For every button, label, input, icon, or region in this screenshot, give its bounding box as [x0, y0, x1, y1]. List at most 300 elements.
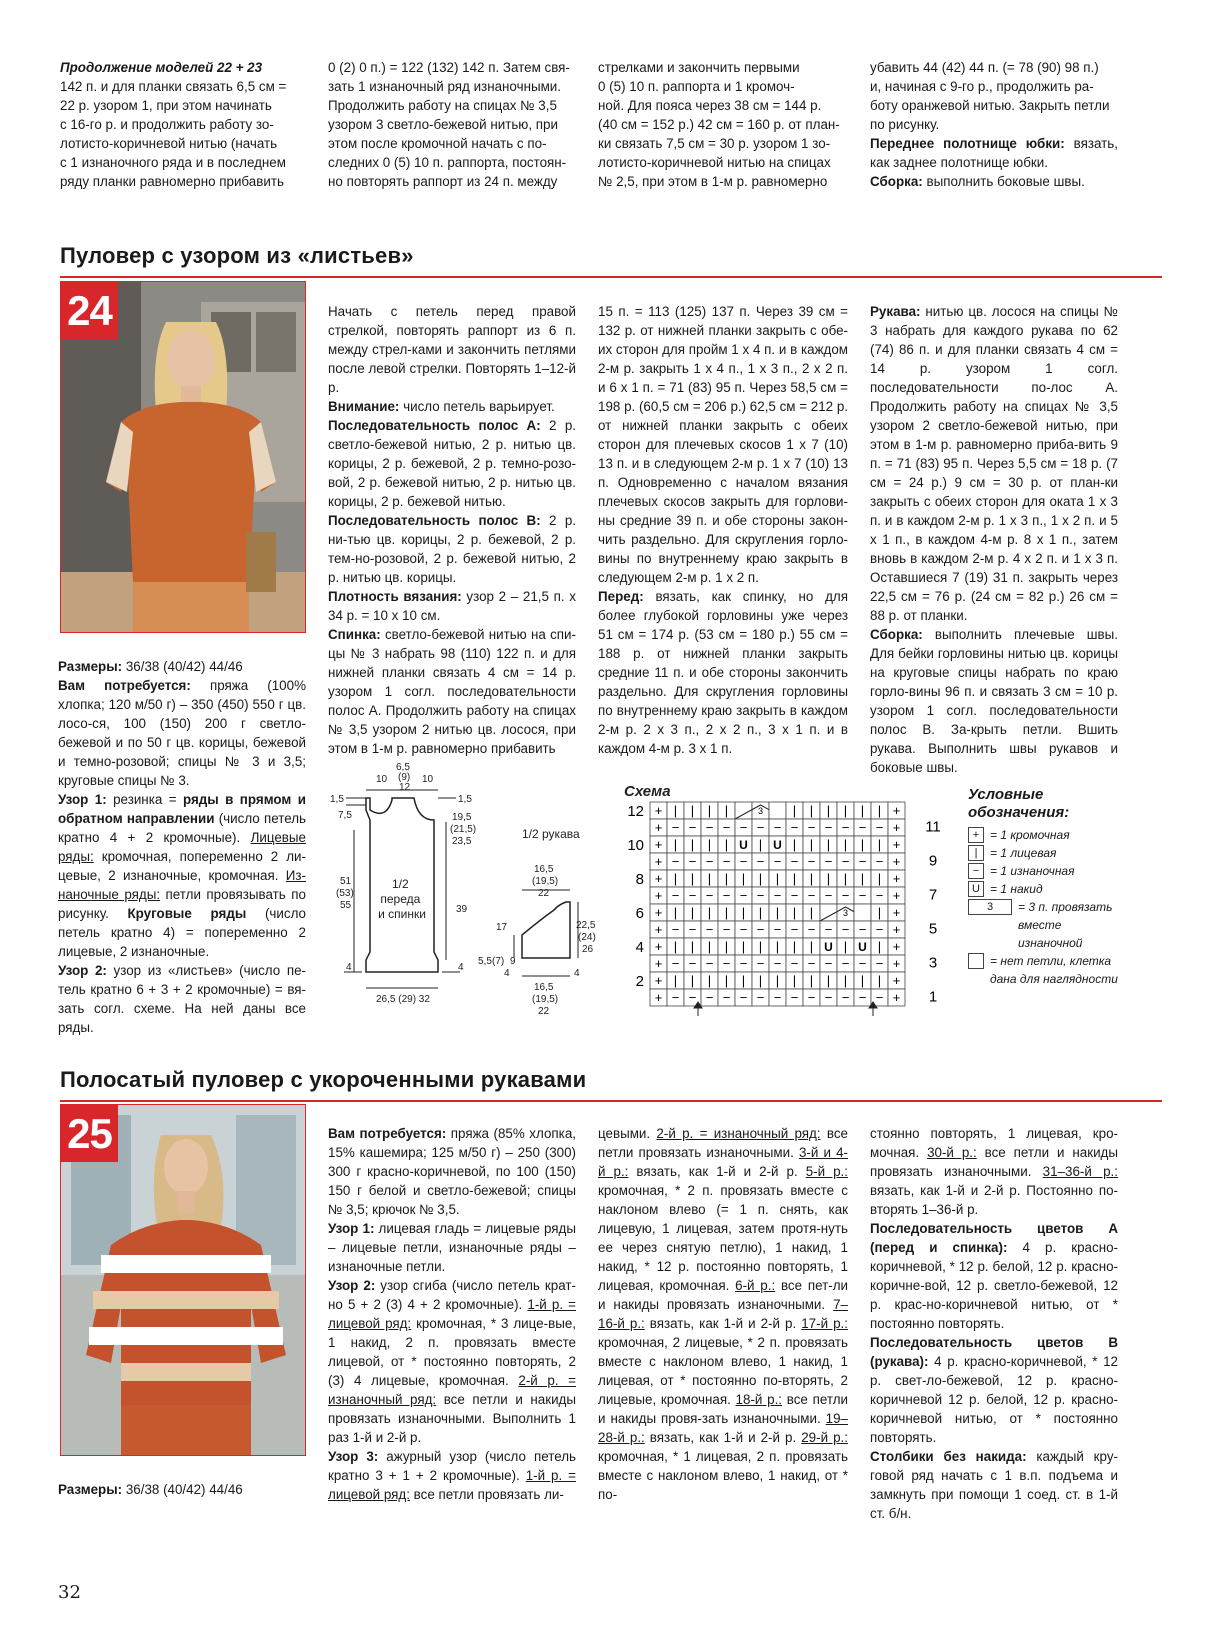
row-number-right: 3 — [928, 954, 938, 972]
knit-stitch-icon: | — [775, 871, 780, 886]
purl-stitch-icon: − — [790, 956, 799, 971]
purl-stitch-icon: − — [841, 888, 850, 903]
continuation-col-2-line: следних 0 (5) 10 п. раппорта, постоян- — [328, 155, 567, 170]
stripes-b-label: Последовательность полос В: — [328, 513, 541, 528]
model-24-rule — [60, 276, 1162, 278]
knit-stitch-icon: | — [826, 973, 831, 988]
legend-text: = 1 изнаночная — [990, 864, 1075, 878]
front-skirt-label: Переднее полотнище юбки: — [870, 136, 1065, 151]
colors-b-label: Последовательность цветов В (рукава): — [870, 1335, 1118, 1369]
knit-stitch-icon: | — [877, 939, 882, 954]
dim-s-195b: (19,5) — [532, 994, 559, 1005]
knitting-scheme — [618, 778, 948, 1018]
purl-stitch-icon: − — [688, 922, 697, 937]
yarn-over-icon: U — [773, 838, 782, 852]
dim-39: 39 — [456, 904, 468, 915]
purl-stitch-icon: − — [722, 854, 731, 869]
purl-stitch-icon: − — [705, 888, 714, 903]
pattern-1-label: Узор 1: — [58, 792, 107, 807]
legend-text: = 3 п. провязать вместе изнаночной — [1018, 900, 1113, 950]
knit-stitch-icon: | — [724, 973, 729, 988]
dim-s-165a: 16,5 — [534, 864, 554, 875]
continuation-col-2 — [328, 58, 576, 191]
pattern-1-text-c: кромочная, попеременно 2 ли-цевые, 2 изнаночные, кромочная. — [58, 849, 306, 883]
dim-s-9: 9 — [510, 956, 516, 967]
legend-item — [968, 898, 1118, 952]
knit-stitch-icon: | — [792, 905, 797, 920]
start-instructions: Начать с петель перед правой стрелкой, повторять раппорт из 6 п. между стрел-ками и закончить петлями после левой стрелки. Повторять 1–12-й р. — [328, 304, 576, 395]
dim-s-225: 22,5 — [576, 920, 596, 931]
purl-stitch-icon: − — [688, 854, 697, 869]
dim-s-55: 5,5 — [478, 956, 492, 967]
continuation-col-4-line: убавить 44 (42) 44 п. (= 78 (90) 98 п.) — [870, 60, 1099, 75]
pattern-25-1-label: Узор 1: — [328, 1221, 375, 1236]
knit-stitch-icon: | — [741, 973, 746, 988]
purl-stitch-icon: − — [705, 990, 714, 1005]
knit-stitch-icon: | — [673, 973, 678, 988]
row-number-left: 12 — [627, 803, 644, 820]
edge-stitch-icon: + — [654, 871, 663, 886]
stripes-a-text: 2 р. светло-бежевой нитью, 2 р. нитью цв. корицы, 2 р. бежевой, 2 р. темно-розо-вой, 2 р. бежевой нитью, 2 р. нитью цв. корицы, 2 р. бежевой нитью. — [328, 418, 577, 509]
pattern-25-2-label: Узор 2: — [328, 1278, 376, 1293]
dim-bottom: 26,5 (29) 32 — [376, 994, 430, 1005]
dim-s-4l: 4 — [504, 968, 510, 979]
model-25-col-4 — [870, 1124, 1118, 1523]
c3-e: все пет-ли и накиды провязать изнаночными. — [598, 1278, 849, 1312]
dim-s-26: 26 — [582, 944, 594, 955]
dim-top-left: 10 — [376, 774, 388, 785]
purl-stitch-icon: − — [739, 854, 748, 869]
knit-stitch-icon: | — [673, 905, 678, 920]
c3-c: вязать, как 1-й и 2-й р. — [628, 1164, 806, 1179]
continuation-col-4-line: по рисунку. — [870, 117, 940, 132]
purl-stitch-icon: − — [739, 922, 748, 937]
purl-stitch-icon: − — [688, 820, 697, 835]
knit-stitch-icon: | — [741, 939, 746, 954]
knit-stitch-icon: | — [877, 837, 882, 852]
empty-cell-icon — [968, 953, 984, 969]
purl-stitch-icon: − — [875, 990, 884, 1005]
model-25-title: Полосатый пуловер с укороченными рукавами — [60, 1067, 587, 1092]
stripes-b-text: 2 р. ни-тью цв. корицы, 2 р. бежевой, 2 р. тем-но-розовой, 2 р. бежевой нитью, 2 р. нитью цв. корицы. — [328, 513, 577, 585]
purl-stitch-icon: − — [807, 956, 816, 971]
sizes-label: Размеры: — [58, 659, 123, 674]
pattern-25-2-c: все петли и накиды провязать изнаночными. Выполнить 1 раз 1-й и 2-й р. — [328, 1392, 576, 1445]
edge-stitch-icon: + — [892, 990, 901, 1005]
knit-stitch-icon: | — [707, 871, 712, 886]
knit-stitch-icon: | — [843, 939, 848, 954]
edge-stitch-icon: + — [654, 803, 663, 818]
purl-stitch-icon: − — [807, 854, 816, 869]
assembly-24-label: Сборка: — [870, 627, 923, 642]
purl-stitch-icon: − — [671, 854, 680, 869]
dim-left-51: 51 — [340, 876, 352, 887]
knit-stitch-icon: | — [690, 939, 695, 954]
front-label: Перед: — [598, 589, 644, 604]
pattern-25-2-row2: 2-й р. = изнаночный ряд: — [328, 1373, 576, 1407]
dim-top-65: 6,5 — [396, 762, 410, 773]
knit-stitch-icon: | — [707, 803, 712, 818]
dim-left-75: 7,5 — [338, 810, 352, 821]
purl-stitch-icon: − — [875, 820, 884, 835]
edge-stitch-icon: + — [892, 922, 901, 937]
knit-stitch-icon: | — [690, 973, 695, 988]
purl-stitch-icon: − — [773, 922, 782, 937]
purl-stitch-icon: − — [739, 990, 748, 1005]
edge-stitch-icon: + — [892, 905, 901, 920]
purl-stitch-icon: − — [773, 956, 782, 971]
model-24-photo — [60, 281, 306, 633]
sleeves-text: нитью цв. лосося на спицы № 3 набрать для каждого рукава по 62 (74) 86 п. и для планки связать 4 см = 14 р. узором 1 согл. последовательности по-лос А. Продолжить работу на спицах № 3,5 узором 2 светло-бежевой нитью, при этом в 1-м р. равномерно прибa-вить 9 п. = 71 (83) 95 п. Через 5,5 см = 18 р. (7 см = 24 р.) 9 см = 30 р. от план-ки закрыть с обеих сторон для оката 1 х 3 п. и в каждом 2-м р. 1 х 3 п., 1 х 2 п. и 5 х 1 п., в каждом 4-м р. 8 х 1 п., затем вновь в каждом 2-м р. 4 х 2 п. и 1 х 3 п. Оставшиеся 7 (19) 31 п. закрыть через 22,5 см = 76 р. (24 см = 82 р.) 26 см = 88 р. от планки. — [870, 304, 1118, 623]
continuation-col-1 — [60, 58, 305, 191]
legend-items — [968, 826, 1118, 988]
attention-text: число петель варьирует. — [399, 399, 555, 414]
continuation-col-2-line: узором 3 светло-бежевой нитью, при — [328, 117, 558, 132]
c4-u1: 30-й р.: — [927, 1145, 977, 1160]
purl-stitch-icon: − — [807, 820, 816, 835]
model-25-rule — [60, 1100, 1162, 1102]
pattern-1-text-e: (число петель кратно 4) = попеременно 2 лицевые, 2 изнаночные. — [58, 906, 306, 959]
purl-stitch-icon: − — [756, 922, 765, 937]
dim-right-235: 23,5 — [452, 836, 472, 847]
sleeve-piece-outline — [522, 902, 570, 958]
c3-g: кромочная, 2 лицевые, * 2 п. провязать вместе с наклоном влево, 1 накид, 1 лицевая, от * постоянно по-вторять, 2 лицевые, кромочная. — [598, 1335, 848, 1407]
edge-stitch-icon: + — [892, 820, 901, 835]
legend-item — [968, 952, 1118, 988]
assembly-24-text: выполнить плечевые швы. Для бейки горловины нитью цв. корицы на круговые спицы набрать по краю горло-вины 96 п. и связать 3 см = 10 р. узором 1 согл. последовательности полос В. За-крыть петли. Вшить рукава. Выполнить швы рукавов и боковые швы. — [870, 627, 1118, 775]
knit-stitch-icon: | — [775, 939, 780, 954]
purl-stitch-icon: − — [858, 888, 867, 903]
purl-stitch-icon: − — [688, 888, 697, 903]
knit-stitch-icon: | — [707, 905, 712, 920]
purl-stitch-icon: − — [875, 956, 884, 971]
dim-s-4r: 4 — [574, 968, 580, 979]
legend-text: = нет петли, клетка дана для наглядности — [990, 954, 1118, 986]
knit-stitch-icon: | — [826, 871, 831, 886]
purl-stitch-icon: − — [790, 888, 799, 903]
assembly-label: Сборка: — [870, 174, 923, 189]
row-number-right: 9 — [928, 852, 938, 870]
c3-u9: 29-й р.: — [801, 1430, 848, 1445]
body-label-2: переда — [380, 892, 421, 906]
materials-text: пряжа (100% хлопка; 120 м/50 г) – 350 (450) 550 г цв. лосо-ся, 100 (150) 200 г светло-бежевой и по 50 г цв. корицы, бежевой и темно-розовой; спицы № 3 и 3,5; круговые спицы № 3. — [58, 678, 306, 788]
knit-stitch-icon: | — [826, 803, 831, 818]
knit-stitch-icon: | — [707, 837, 712, 852]
model-24-col-2 — [328, 302, 576, 758]
round-rows-label: Круговые ряды — [127, 906, 247, 921]
continuation-heading: Продолжение моделей 22 + 23 — [60, 60, 263, 75]
knit-stitch-icon: | — [877, 973, 882, 988]
purl-stitch-icon: − — [841, 854, 850, 869]
purl-stitch-icon: − — [824, 854, 833, 869]
front-text: вязать, как спинку, но для более глубокой горловины уже через 51 см = 174 р. (53 см = 180 р.) 55 см = 188 р. от нижней планки закрыть средние 11 п. и обе стороны закончить раздельно. Для скругления горловины по внутреннему краю закрыть в каждом 2-м р. 2 х 3 п., 2 х 2 п., 3 х 1 п. и в каждом 4-м р. 3 х 1 п. — [598, 589, 848, 756]
scheme-cell — [854, 904, 871, 921]
model-25-col-2 — [328, 1124, 576, 1504]
colors-a-label: Последовательность цветов А (перед и спинка): — [870, 1221, 1118, 1255]
continuation-col-3-line: стрелками и закончить первыми — [598, 60, 800, 75]
c3-h: все петли и накиды провя-зать изнаночными. — [598, 1392, 848, 1426]
purl-stitch-icon: − — [807, 990, 816, 1005]
purl-stitch-icon: − — [739, 888, 748, 903]
edge-stitch-icon: + — [892, 837, 901, 852]
materials-label: Вам потребуется: — [58, 678, 191, 693]
legend-text: = 1 кромочная — [990, 828, 1070, 842]
yarn-over-icon: U — [968, 881, 984, 897]
knit-stitch-icon: | — [843, 973, 848, 988]
continuation-col-4-line: боту оранжевой нитью. Закрыть петли — [870, 98, 1110, 113]
body-label-3: и спинки — [378, 907, 426, 921]
row-number-right: 5 — [928, 920, 938, 938]
knit-stitch-icon: | — [860, 871, 865, 886]
knit-stitch-icon: | — [724, 837, 729, 852]
purl-stitch-icon: − — [858, 956, 867, 971]
purl-stitch-icon: − — [841, 922, 850, 937]
knit-stitch-icon: | — [741, 905, 746, 920]
sizes-25-value: 36/38 (40/42) 44/46 — [122, 1482, 243, 1497]
body-label-1: 1/2 — [391, 877, 409, 891]
edge-stitch-icon: + — [968, 827, 984, 843]
purl-stitch-icon: − — [722, 922, 731, 937]
knit-stitch-icon: | — [860, 837, 865, 852]
edge-stitch-icon: + — [892, 803, 901, 818]
continuation-col-4-line: и, начиная с 9-го р., продолжить ра- — [870, 79, 1094, 94]
purl-stitch-icon: − — [688, 990, 697, 1005]
c4-u2: 31–36-й р.: — [1042, 1164, 1118, 1179]
legend-title: Условные обозначения: — [968, 786, 1070, 821]
dim-s-22b: 22 — [538, 1006, 550, 1017]
c3-d: кромочная, * 2 п. провязать вместе с наклоном влево (= 1 п. снять, как лицевую, 1 лицевая, затем протя-нуть ее через снятую петлю), 1 накид, 1 накид, * 12 р. постоянно повторять, 1 лицевая, кромочная. — [598, 1183, 848, 1293]
purl-stitch-icon: − — [722, 888, 731, 903]
pattern-25-2-row1: 1-й р. = лицевой ряд: — [328, 1297, 576, 1331]
knit-stitch-icon: | — [673, 939, 678, 954]
edge-stitch-icon: + — [892, 854, 901, 869]
purl-stitch-icon: − — [968, 863, 984, 879]
pattern-25-2-b: кромочная, * 3 лице-вые, 1 накид, 2 п. провязать вместе лицевой, от * постоянно повторять, 2 (3) 4 лицевые, кромочная. — [328, 1316, 576, 1388]
dim-s-7: (7) — [492, 956, 505, 967]
purl-stitch-icon: − — [722, 956, 731, 971]
front-skirt-text: вязать, как заднее полотнище юбки. — [870, 136, 1118, 170]
knit-stitch-icon: | — [690, 837, 695, 852]
row-number-right: 1 — [928, 988, 938, 1006]
c3-i: вязать, как 1-й и 2-й р. — [644, 1430, 802, 1445]
scheme-title: Схема — [624, 783, 671, 800]
model-24-number-badge: 24 — [61, 282, 118, 339]
continuation-col-3-line: 0 (5) 10 п. раппорта и 1 кромоч- — [598, 79, 795, 94]
purl-stitch-icon: − — [841, 820, 850, 835]
colors-a-text: 4 р. красно-коричневой, * 12 р. белой, 12 р. красно-коричне-вой, 12 р. светло-бежевой, 12 р. крас-но-коричневой нитью, от * постоянно повторять. — [870, 1240, 1118, 1331]
purl-stitch-icon: − — [824, 922, 833, 937]
continuation-col-3 — [598, 58, 846, 191]
edge-stitch-icon: + — [654, 990, 663, 1005]
dim-top-9: (9) — [398, 772, 411, 783]
continuation-col-3-line: ной. Для пояса через 38 см = 144 р. — [598, 98, 822, 113]
knit-stitch-icon: | — [690, 905, 695, 920]
edge-stitch-icon: + — [892, 956, 901, 971]
c4-c: вязать, как 1-й и 2-й р. Постоянно по-вторять 1–36-й р. — [870, 1183, 1118, 1217]
knit-stitch-icon: | — [860, 803, 865, 818]
knit-stitch-icon: | — [690, 871, 695, 886]
model-24-col-1 — [58, 657, 306, 1037]
purl-stitch-icon: − — [671, 922, 680, 937]
decrease-3-label: 3 — [842, 908, 849, 918]
sizes-value: 36/38 (40/42) 44/46 — [122, 659, 243, 674]
materials-25-label: Вам потребуется: — [328, 1126, 447, 1141]
knit-stitch-icon: | — [758, 905, 763, 920]
pattern-25-1-text: лицевая гладь = лицевые ряды – лицевые петли, изнаночные ряды – изнаночные петли. — [328, 1221, 576, 1274]
yarn-over-icon: U — [858, 940, 867, 954]
knit-stitch-icon: | — [741, 871, 746, 886]
model-25-sizes — [58, 1480, 306, 1499]
yarn-over-icon: U — [824, 940, 833, 954]
knit-stitch-icon: | — [758, 871, 763, 886]
knit-stitch-icon: | — [877, 905, 882, 920]
knit-stitch-icon: | — [877, 803, 882, 818]
c3-u7: 18-й р.: — [735, 1392, 783, 1407]
sleeves-label: Рукава: — [870, 304, 921, 319]
knit-stitch-icon: | — [792, 837, 797, 852]
back-label: Спинка: — [328, 627, 381, 642]
purl-stitch-icon: − — [671, 888, 680, 903]
knit-stitch-icon: | — [724, 905, 729, 920]
continuation-col-4-text — [870, 58, 1118, 134]
edge-stitch-icon: + — [654, 854, 663, 869]
c3-b: все петли провязать изнаночными. — [598, 1126, 848, 1160]
yarn-over-icon: U — [739, 838, 748, 852]
continuation-col-3-line: ки связать 7,5 см = 30 р. узором 1 зо- — [598, 136, 831, 151]
purl-stitch-icon: − — [773, 990, 782, 1005]
continuation-col-3-line: (40 см = 152 р.) 42 см = 160 р. от план- — [598, 117, 840, 132]
assembly-text: выполнить боковые швы. — [922, 174, 1085, 189]
knit-stitch-icon: | — [826, 837, 831, 852]
purl-stitch-icon: − — [790, 990, 799, 1005]
pattern-1-text-d: петли провязывать по рисунку. — [58, 887, 306, 921]
knit-stitch-icon: | — [792, 973, 797, 988]
gauge-label: Плотность вязания: — [328, 589, 462, 604]
purl-stitch-icon: − — [671, 956, 680, 971]
c3-f: вязать, как 1-й и 2-й р. — [644, 1316, 802, 1331]
scheme-cell — [769, 802, 786, 819]
purl-stitch-icon: − — [688, 956, 697, 971]
model-25-photo — [60, 1104, 306, 1456]
continuation-col-2-line: этом после кромочной начать с по- — [328, 136, 547, 151]
edge-stitch-icon: + — [654, 973, 663, 988]
single-crochet-label: Столбики без накида: — [870, 1449, 1027, 1464]
purl-stitch-icon: − — [773, 888, 782, 903]
model-25-number-badge: 25 — [61, 1105, 118, 1162]
model-24-title: Пуловер с узором из «листьев» — [60, 243, 414, 268]
purl-stitch-icon: − — [790, 854, 799, 869]
scheme-grid — [650, 802, 905, 1006]
purl-stitch-icon: − — [739, 956, 748, 971]
knit-stitch-icon: | — [673, 871, 678, 886]
dim-s-17: 17 — [496, 922, 508, 933]
legend-item — [968, 826, 1118, 844]
continuation-col-3-line: № 2,5, при этом в 1-м р. равномерно — [598, 174, 828, 189]
c3-u2: 3-й и 4-й р.: — [598, 1145, 848, 1179]
dim-s-195a: (19,5) — [532, 876, 559, 887]
purl-stitch-icon: − — [705, 854, 714, 869]
edge-stitch-icon: + — [892, 939, 901, 954]
knit-stitch-icon: | — [758, 837, 763, 852]
purl-stitch-icon: − — [824, 820, 833, 835]
knit-stitch-icon: | — [707, 973, 712, 988]
attention-label: Внимание: — [328, 399, 400, 414]
purl-stitch-icon: − — [756, 956, 765, 971]
edge-stitch-icon: + — [892, 888, 901, 903]
c3-u8: 19–28-й р.: — [598, 1411, 848, 1445]
purl-stitch-icon: − — [790, 922, 799, 937]
knit-stitch-icon: | — [809, 837, 814, 852]
c3-u4: 6-й р.: — [735, 1278, 776, 1293]
edge-stitch-icon: + — [654, 888, 663, 903]
row-number-left: 6 — [635, 905, 644, 922]
dim-right-195: 19,5 — [452, 812, 472, 823]
continuation-col-3-line: лотисто-коричневой нитью на спицах — [598, 155, 831, 170]
purl-stitch-icon: − — [875, 922, 884, 937]
row-number-left: 2 — [635, 973, 644, 990]
dim-top-12: 12 — [399, 782, 411, 793]
purl-stitch-icon: − — [671, 990, 680, 1005]
pattern-25-3-label: Узор 3: — [328, 1449, 379, 1464]
pattern-25-3-row1: 1-й р. = лицевой ряд: — [328, 1468, 576, 1502]
purl-stitch-icon: − — [756, 888, 765, 903]
purl-stitch-icon: − — [756, 990, 765, 1005]
pattern-25-3-a: ажурный узор (число петель кратно 3 + 1 + 2 кромочные). — [328, 1449, 576, 1483]
knit-stitch-icon: | — [724, 871, 729, 886]
dim-left-55: 55 — [340, 900, 352, 911]
legend-item — [968, 844, 1118, 862]
purl-stitch-icon: − — [705, 956, 714, 971]
edge-stitch-icon: + — [654, 820, 663, 835]
purl-stitch-icon: − — [756, 854, 765, 869]
purl-rows-label: Из-наночные ряды: — [58, 868, 306, 902]
row-number-left: 8 — [635, 871, 644, 888]
legend — [968, 786, 1118, 988]
model-24-col-4 — [870, 302, 1118, 777]
purl-stitch-icon: − — [807, 888, 816, 903]
continuation-col-1-line: 22 р. узором 1, при этом начинать — [60, 98, 272, 113]
knit-stitch-icon: | — [673, 837, 678, 852]
row-number-left: 4 — [635, 939, 644, 956]
continuation-col-1-line: лотисто-коричневой нитью (начать — [60, 136, 278, 151]
page-number: 32 — [58, 1582, 81, 1603]
edge-stitch-icon: + — [892, 973, 901, 988]
back-text: светло-бежевой нитью на спи-цы № 3 набрать 98 (110) 122 п. и для нижней планки связать 4 см = 14 р. узором 1 согл. последовательности полос А. Продолжить работу на спицах № 3,5 узором 2 нитью цв. лосося, при этом в 1-м р. равномерно прибавить — [328, 627, 576, 756]
pattern-25-3-b: все петли провязать ли- — [409, 1487, 564, 1502]
purl-stitch-icon: − — [858, 854, 867, 869]
continuation-col-2-line: 0 (2) 0 п.) = 122 (132) 142 п. Затем свя- — [328, 60, 570, 75]
knit-stitch-icon: | — [724, 803, 729, 818]
legend-text: = 1 накид — [990, 882, 1043, 896]
decrease-3-label: 3 — [757, 806, 764, 816]
dim-s-22a: 22 — [538, 888, 550, 899]
purl-stitch-icon: − — [875, 854, 884, 869]
edge-stitch-icon: + — [654, 922, 663, 937]
c4-a: стоянно повторять, 1 лицевая, кро-мочная. — [870, 1126, 1118, 1160]
pattern-1-bold: ряды в прямом и обратном направлении — [58, 792, 306, 826]
dim-left-15: 1,5 — [330, 794, 344, 805]
c3-j: кромочная, * 1 лицевая, 2 п. провязать вместе с наклоном влево, 1 накид, от * по- — [598, 1449, 848, 1502]
continuation-col-1-line: с 16-го р. и продолжить работу зо- — [60, 117, 274, 132]
c3-u6: 17-й р.: — [801, 1316, 848, 1331]
purl-stitch-icon: − — [841, 990, 850, 1005]
c3-a: цевыми. — [598, 1126, 657, 1141]
purl-stitch-icon: − — [790, 820, 799, 835]
dim-right-15: 1,5 — [458, 794, 472, 805]
purl-stitch-icon: − — [875, 888, 884, 903]
model-24-col-3 — [598, 302, 848, 758]
purl-stitch-icon: − — [705, 820, 714, 835]
